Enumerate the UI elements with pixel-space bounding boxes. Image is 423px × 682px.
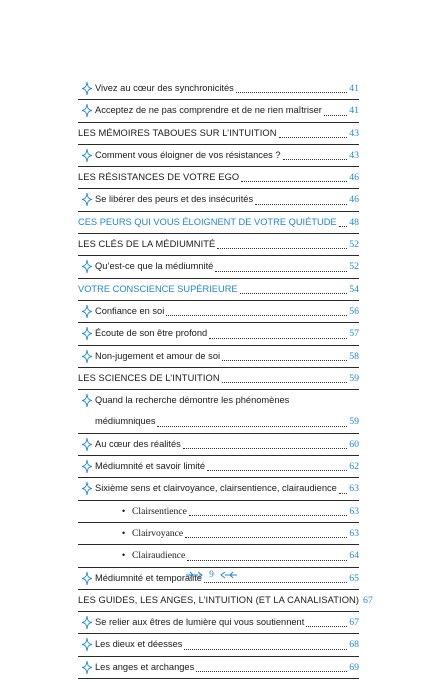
toc-page-number: 63 bbox=[349, 483, 359, 495]
toc-item bbox=[78, 78, 359, 100]
toc-title: Les dieux et déesses bbox=[95, 639, 183, 650]
sparkle-icon bbox=[82, 327, 92, 340]
toc-subitem bbox=[78, 501, 359, 523]
toc-page-number: 67 bbox=[363, 594, 373, 606]
toc-section-heading bbox=[78, 167, 359, 189]
toc-page-number: 65 bbox=[349, 572, 359, 584]
toc-page-number: 64 bbox=[349, 550, 359, 562]
toc-page-number: 62 bbox=[349, 461, 359, 473]
dot-leader bbox=[204, 581, 347, 583]
toc-title: VOTRE CONSCIENCE SUPÉRIEURE bbox=[78, 283, 238, 294]
toc-title: Clairsentience bbox=[132, 505, 187, 517]
toc-item bbox=[78, 456, 359, 478]
toc-page-number: 68 bbox=[349, 639, 359, 651]
toc-title: Confiance en soi bbox=[95, 305, 165, 316]
dot-leader bbox=[189, 514, 348, 516]
dot-leader bbox=[222, 381, 348, 383]
toc-page-number: 59 bbox=[349, 372, 359, 384]
toc-title: Quand la recherche démontre les phénomènes bbox=[95, 395, 290, 406]
toc-title: LES CLÉS DE LA MÉDIUMNITÉ bbox=[78, 239, 216, 250]
toc-page-number: 46 bbox=[349, 194, 359, 206]
dot-leader bbox=[166, 314, 347, 316]
toc-page-number: 60 bbox=[349, 438, 359, 450]
sparkle-icon bbox=[82, 260, 92, 273]
toc-section-heading bbox=[78, 123, 359, 145]
toc-title: Clairvoyance bbox=[132, 527, 184, 539]
toc-item bbox=[78, 657, 359, 679]
dot-leader bbox=[279, 136, 348, 138]
toc-subitem bbox=[78, 545, 359, 567]
dot-leader bbox=[339, 225, 348, 227]
toc-subsection-heading bbox=[78, 279, 359, 301]
sparkle-icon bbox=[82, 193, 92, 206]
sparkle-icon bbox=[82, 438, 92, 451]
toc-page-number: 41 bbox=[349, 83, 359, 94]
toc-title: Au cœur des réalités bbox=[95, 438, 181, 449]
toc-section-heading bbox=[78, 368, 359, 390]
toc-title: Se relier aux êtres de lumière qui vous soutiennent bbox=[95, 617, 305, 628]
toc-title: LES RÉSISTANCES DE VOTRE EGO bbox=[78, 172, 240, 183]
sparkle-icon bbox=[82, 394, 92, 407]
toc-title: Médiumnité et savoir limité bbox=[95, 461, 206, 472]
dot-leader bbox=[183, 447, 347, 449]
dot-leader bbox=[185, 536, 347, 538]
toc-item bbox=[78, 390, 359, 411]
toc-page-number: 63 bbox=[349, 527, 359, 539]
sparkle-icon bbox=[82, 638, 92, 651]
toc-item bbox=[78, 612, 359, 634]
right-ornament-icon bbox=[220, 571, 238, 579]
toc-title: Les anges et archanges bbox=[95, 661, 195, 672]
toc-title: Acceptez de ne pas comprendre et de ne rien maîtriser bbox=[95, 105, 322, 116]
dot-leader bbox=[187, 559, 347, 561]
toc-subitem bbox=[78, 523, 359, 545]
toc-title: LES GUIDES, LES ANGES, L’INTUITION (ET LA CANALISATION) bbox=[78, 594, 360, 605]
toc-page-number: 41 bbox=[349, 105, 359, 117]
dot-leader bbox=[283, 158, 348, 160]
toc-section-heading bbox=[78, 590, 373, 612]
toc-title: Sixième sens et clairvoyance, clairsentience, clairaudience bbox=[95, 483, 337, 494]
toc-title: Médiumnité et temporalité bbox=[95, 572, 202, 583]
toc-page-number: 52 bbox=[349, 261, 359, 273]
dot-leader bbox=[306, 625, 347, 627]
toc-page-number: 54 bbox=[349, 283, 359, 295]
page-number: 9 bbox=[209, 570, 214, 580]
left-ornament-icon bbox=[185, 571, 203, 579]
toc-title: Clairaudience bbox=[132, 550, 186, 562]
sparkle-icon bbox=[82, 82, 92, 95]
toc-subsection-heading bbox=[78, 212, 359, 234]
toc-title: Non-jugement et amour de soi bbox=[95, 350, 221, 361]
toc-page-number: 52 bbox=[349, 239, 359, 251]
toc-item bbox=[78, 145, 359, 167]
toc-section-heading bbox=[78, 234, 359, 256]
table-of-contents bbox=[78, 78, 373, 679]
dot-leader bbox=[184, 648, 347, 650]
dot-leader bbox=[339, 492, 347, 494]
toc-title: Qu’est-ce que la médiumnité bbox=[95, 261, 214, 272]
toc-item bbox=[78, 189, 359, 211]
toc-item bbox=[78, 346, 359, 368]
toc-title: Vivez au cœur des synchronicités bbox=[95, 83, 234, 93]
dot-leader bbox=[241, 180, 347, 182]
sparkle-icon bbox=[82, 482, 92, 495]
toc-page-number: 46 bbox=[349, 172, 359, 184]
bullet-icon: • bbox=[122, 527, 126, 538]
toc-item bbox=[78, 434, 359, 456]
sparkle-icon bbox=[82, 305, 92, 318]
toc-item bbox=[78, 301, 359, 323]
sparkle-icon bbox=[82, 661, 92, 674]
toc-item bbox=[78, 256, 359, 278]
toc-item bbox=[78, 323, 359, 345]
dot-leader bbox=[209, 337, 347, 339]
toc-title: CES PEURS QUI VOUS ÉLOIGNENT DE VOTRE QUIÉTUDE bbox=[78, 216, 337, 227]
dot-leader bbox=[236, 91, 347, 93]
dot-leader bbox=[196, 670, 347, 672]
sparkle-icon bbox=[82, 350, 92, 363]
sparkle-icon bbox=[82, 104, 92, 117]
toc-page-number: 58 bbox=[349, 350, 359, 362]
toc-page-number: 43 bbox=[349, 127, 359, 139]
sparkle-icon bbox=[82, 149, 92, 162]
toc-title: LES SCIENCES DE L’INTUITION bbox=[78, 372, 220, 383]
toc-title: Se libérer des peurs et des insécurités bbox=[95, 194, 254, 205]
dot-leader bbox=[215, 270, 347, 272]
toc-page-number: 67 bbox=[349, 617, 359, 629]
toc-page-number: 57 bbox=[349, 328, 359, 340]
dot-leader bbox=[217, 247, 347, 249]
toc-title: Écoute de son être profond bbox=[95, 328, 208, 339]
dot-leader bbox=[240, 292, 348, 294]
toc-title: médiumniques bbox=[95, 416, 156, 427]
toc-item bbox=[78, 634, 359, 656]
toc-page-number: 69 bbox=[349, 661, 359, 673]
sparkle-icon bbox=[82, 616, 92, 629]
dot-leader bbox=[324, 114, 347, 116]
dot-leader bbox=[255, 203, 347, 205]
toc-title: Comment vous éloigner de vos résistances ? bbox=[95, 149, 281, 160]
toc-page-number: 56 bbox=[349, 305, 359, 317]
dot-leader bbox=[222, 359, 347, 361]
bullet-icon: • bbox=[122, 550, 126, 561]
page-footer bbox=[0, 570, 423, 580]
dot-leader bbox=[207, 469, 347, 471]
bullet-icon: • bbox=[122, 505, 126, 516]
toc-item bbox=[78, 478, 359, 500]
dot-leader bbox=[157, 425, 347, 427]
toc-page-number: 48 bbox=[349, 216, 359, 228]
toc-page-number: 63 bbox=[349, 505, 359, 517]
toc-title: LES MÉMOIRES TABOUES SUR L’INTUITION bbox=[78, 127, 277, 138]
toc-page-number: 59 bbox=[349, 416, 359, 428]
toc-item bbox=[78, 100, 359, 122]
sparkle-icon bbox=[82, 460, 92, 473]
toc-item-continued bbox=[78, 411, 359, 433]
toc-page-number: 43 bbox=[349, 149, 359, 161]
